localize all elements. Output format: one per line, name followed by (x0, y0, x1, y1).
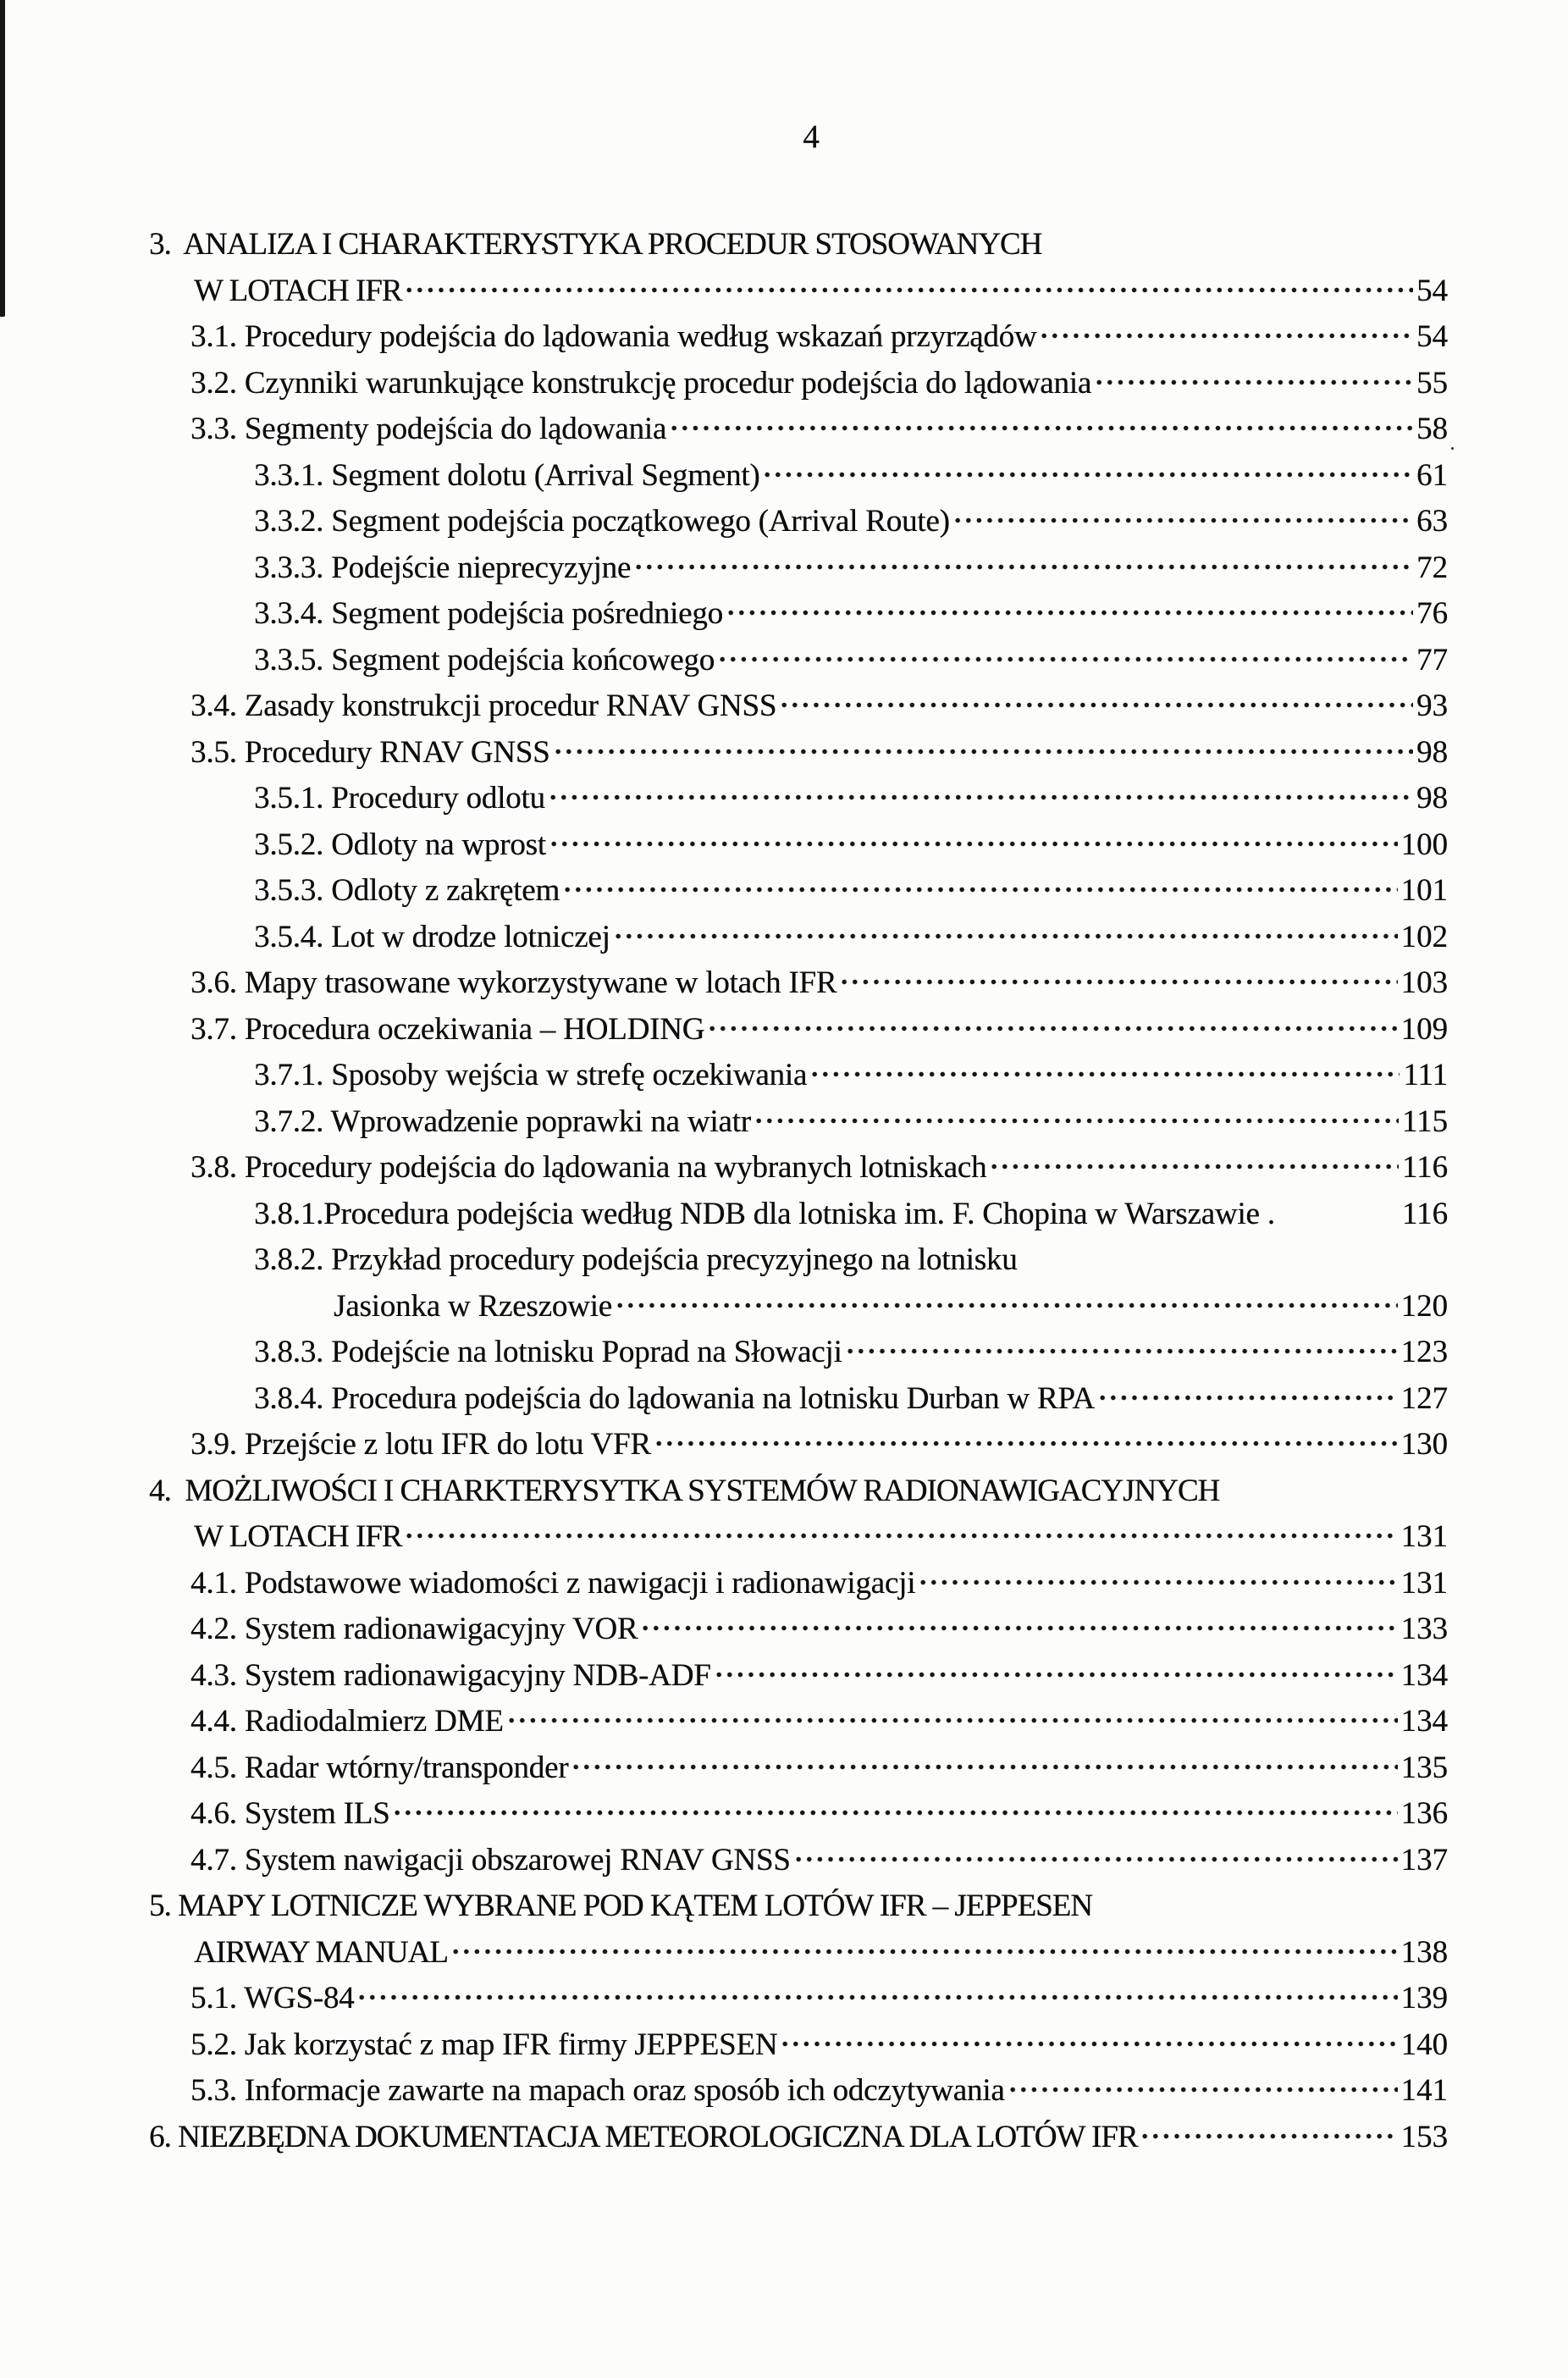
toc-entry-label: 3.8.2. Przykład procedury podejścia precyzyjnego na lotnisku (254, 1242, 1018, 1277)
toc-entry (149, 1607, 1448, 1653)
toc-entry-label: 4.4. Radiodalmierz DME (190, 1704, 504, 1739)
toc-entry-page: 109 (1400, 1011, 1448, 1047)
toc-entry-label: AIRWAY MANUAL (194, 1934, 448, 1970)
toc-entry (149, 222, 1448, 268)
scan-speck (1451, 447, 1454, 450)
toc-entry (149, 591, 1448, 638)
toc-entry-label: Jasionka w Rzeszowie (334, 1288, 612, 1324)
toc-entry-page: 103 (1400, 965, 1448, 1000)
toc-entry (149, 314, 1448, 361)
toc-entry-page: 130 (1400, 1427, 1448, 1462)
toc-entry-page: 98 (1416, 781, 1448, 816)
toc-entry-label: 5. MAPY LOTNICZE WYBRANE POD KĄTEM LOTÓW IFR – JEPPESEN (149, 1889, 1092, 1923)
toc-entry-label: 3.3. Segmenty podejścia do lądowania (190, 412, 667, 446)
toc-entry (149, 1838, 1448, 1884)
toc-entry (149, 1284, 1448, 1330)
toc-entry-page: 98 (1416, 734, 1448, 770)
page-number: 4 (803, 119, 820, 155)
toc-entry (149, 1376, 1448, 1423)
toc-entry (149, 1514, 1448, 1561)
toc-entry (149, 268, 1448, 315)
toc-entry (149, 868, 1448, 915)
toc-entry-label: 6. NIEZBĘDNA DOKUMENTACJA METEOROLOGICZNA DLA LOTÓW IFR (149, 2119, 1138, 2154)
toc-entry (149, 776, 1448, 822)
toc-entry-label: 3.7.2. Wprowadzenie poprawki na wiatr (254, 1103, 751, 1139)
toc-entry (149, 1791, 1448, 1838)
toc-entry-label: 3.3.1. Segment dolotu (Arrival Segment) (254, 457, 760, 493)
toc-entry-label: 4.5. Radar wtórny/transponder (190, 1750, 569, 1785)
toc-entry (149, 2068, 1448, 2115)
toc-entry-label: 5.2. Jak korzystać z map IFR firmy JEPPESEN (190, 2027, 778, 2062)
toc-entry-page: 135 (1400, 1750, 1448, 1785)
toc-entry-page: 116 (1401, 1196, 1448, 1231)
toc-entry (149, 2115, 1448, 2161)
toc-entry-page: 54 (1416, 273, 1448, 308)
toc-entry-label: 3.8.3. Podejście na lotnisku Poprad na Słowacji (254, 1335, 842, 1369)
toc-entry (149, 406, 1448, 453)
toc-entry-page: 72 (1416, 550, 1448, 585)
toc-entry (149, 683, 1448, 730)
toc-entry-label: W LOTACH IFR (194, 1519, 402, 1554)
toc-entry-label: 3.3.5. Segment podejścia końcowego (254, 642, 715, 677)
toc-entry-label: 3.5. Procedury RNAV GNSS (190, 734, 550, 770)
toc-entry (149, 730, 1448, 777)
toc-entry-label: 3.6. Mapy trasowane wykorzystywane w lotach IFR (190, 965, 837, 1000)
toc-entry-label: 5.1. WGS-84 (190, 1981, 355, 2016)
toc-entry-page: 153 (1400, 2119, 1448, 2154)
toc-entry-page: 133 (1400, 1612, 1448, 1646)
toc-entry-label: 3.2. Czynniki warunkujące konstrukcję procedur podejścia do lądowania (190, 365, 1092, 401)
toc-entry-label: 3.3.4. Segment podejścia pośredniego (254, 596, 723, 631)
toc-entry (149, 1145, 1448, 1192)
toc-entry (149, 453, 1448, 500)
toc-entry-page: 58 (1416, 412, 1448, 446)
toc-entry (149, 915, 1448, 961)
toc-entry-page: 127 (1400, 1380, 1448, 1416)
toc-entry-page: 120 (1400, 1288, 1448, 1324)
toc-entry-label: 3.8. Procedury podejścia do lądowania na wybranych lotniskach (190, 1150, 987, 1185)
toc-entry (149, 1192, 1448, 1238)
toc-entry (149, 1099, 1448, 1146)
toc-entry (149, 1930, 1448, 1977)
toc-entry-label: W LOTACH IFR (194, 273, 402, 308)
toc-entry-label: 4.7. System nawigacji obszarowej RNAV GNSS (190, 1842, 791, 1878)
toc-entry-page: 55 (1416, 365, 1448, 401)
toc-entry-label: 3.3.3. Podejście nieprecyzyjne (254, 550, 632, 585)
toc-entry (149, 1053, 1448, 1099)
toc-entry-label: 3.5.1. Procedury odlotu (254, 781, 545, 816)
toc-entry-page: 116 (1401, 1150, 1448, 1185)
toc-entry-page: 141 (1400, 2073, 1448, 2108)
toc (149, 222, 1448, 2160)
toc-entry-page: 134 (1400, 1704, 1448, 1739)
toc-entry-label: 3.7.1. Sposoby wejścia w strefę oczekiwania (254, 1058, 808, 1092)
toc-entry (149, 1745, 1448, 1792)
toc-entry-page: 111 (1403, 1058, 1448, 1092)
toc-entry-page: 131 (1400, 1519, 1448, 1554)
toc-entry-label: 4.2. System radionawigacyjny VOR (190, 1612, 638, 1646)
toc-entry (149, 545, 1448, 592)
toc-entry-label: 5.3. Informacje zawarte na mapach oraz sposób ich odczytywania (190, 2073, 1005, 2108)
toc-entry-page: 140 (1400, 2027, 1448, 2062)
toc-entry-label: 4. MOŻLIWOŚCI I CHARKTERYSYTKA SYSTEMÓW RADIONAWIGACYJNYCH (149, 1473, 1220, 1508)
toc-entry-page: 93 (1416, 689, 1448, 723)
toc-entry-label: 3.4. Zasady konstrukcji procedur RNAV GNSS (190, 689, 777, 723)
toc-entry-page: 76 (1416, 596, 1448, 631)
scan-edge-artifact (0, 0, 5, 317)
toc-entry (149, 1883, 1448, 1930)
toc-entry-page: 101 (1400, 873, 1448, 908)
toc-entry (149, 1237, 1448, 1284)
toc-entry (149, 1468, 1448, 1515)
toc-entry-page: 123 (1400, 1335, 1448, 1369)
toc-entry-label: 3.8.1.Procedura podejścia według NDB dla lotniska im. F. Chopina w Warszawie . (254, 1196, 1275, 1231)
toc-entry-label: 3. ANALIZA I CHARAKTERYSTYKA PROCEDUR STOSOWANYCH (149, 227, 1042, 262)
toc-entry (149, 1422, 1448, 1468)
toc-entry-label: 3.7. Procedura oczekiwania – HOLDING (190, 1011, 705, 1047)
toc-entry (149, 2022, 1448, 2069)
toc-entry-label: 3.3.2. Segment podejścia początkowego (Arrival Route) (254, 504, 950, 539)
toc-entry (149, 1561, 1448, 1607)
toc-entry-page: 54 (1416, 319, 1448, 354)
toc-entry (149, 822, 1448, 869)
toc-entry-page: 77 (1416, 642, 1448, 677)
toc-entry (149, 960, 1448, 1007)
toc-entry-label: 3.5.2. Odloty na wprost (254, 827, 546, 862)
toc-entry-label: 4.3. System radionawigacyjny NDB-ADF (190, 1657, 711, 1693)
toc-entry-label: 3.9. Przejście z lotu IFR do lotu VFR (190, 1427, 651, 1462)
toc-entry (149, 1699, 1448, 1745)
toc-entry-page: 115 (1401, 1103, 1448, 1139)
toc-entry-page: 137 (1400, 1842, 1448, 1878)
toc-entry-page: 136 (1400, 1796, 1448, 1831)
toc-entry (149, 1976, 1448, 2022)
toc-entry-page: 61 (1416, 457, 1448, 493)
toc-entry (149, 1330, 1448, 1376)
toc-entry-label: 3.8.4. Procedura podejścia do lądowania na lotnisku Durban w RPA (254, 1380, 1095, 1416)
toc-entry (149, 361, 1448, 407)
toc-entry (149, 499, 1448, 545)
toc-entry (149, 638, 1448, 684)
toc-entry-label: 3.5.3. Odloty z zakrętem (254, 873, 560, 908)
toc-entry-page: 139 (1400, 1981, 1448, 2016)
toc-entry-page: 131 (1400, 1565, 1448, 1601)
toc-entry-label: 3.1. Procedury podejścia do lądowania według wskazań przyrządów (190, 319, 1037, 354)
toc-entry-label: 4.1. Podstawowe wiadomości z nawigacji i radionawigacji (190, 1565, 916, 1601)
toc-entry (149, 1653, 1448, 1700)
toc-entry (149, 1007, 1448, 1054)
toc-entry-page: 138 (1400, 1934, 1448, 1970)
toc-entry-page: 63 (1416, 504, 1448, 539)
toc-entry-page: 134 (1400, 1657, 1448, 1693)
toc-entry-page: 100 (1400, 827, 1448, 862)
toc-entry-page: 102 (1400, 919, 1448, 954)
toc-entry-label: 4.6. System ILS (190, 1796, 390, 1831)
toc-entry-label: 3.5.4. Lot w drodze lotniczej (254, 919, 610, 954)
